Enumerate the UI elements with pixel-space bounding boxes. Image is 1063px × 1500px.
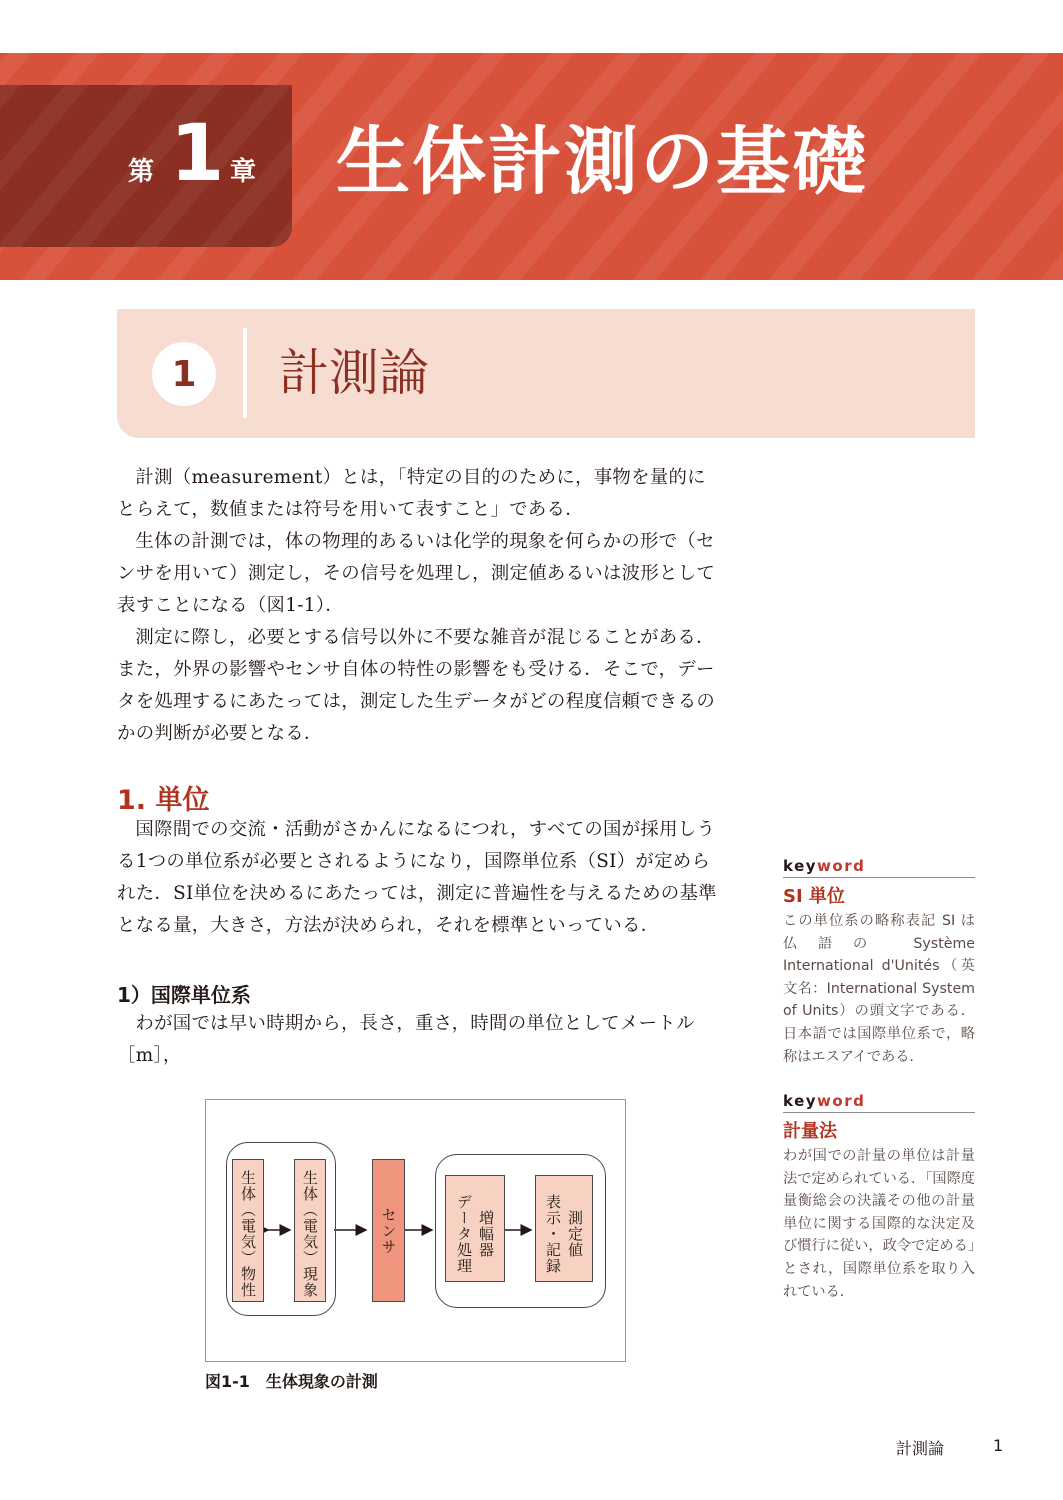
paragraph-2: 生体の計測では，体の物理的あるいは化学的現象を何らかの形で（センサを用いて）測定し，その信号を処理し，測定値あるいは波形として表すことになる（図1-1）． xyxy=(117,531,716,616)
chapter-prefix: 第 xyxy=(128,157,155,187)
box-body-property: 生体（電気）物性 xyxy=(232,1159,264,1302)
paragraph-3: 測定に際し，必要とする信号以外に不要な雑音が混じることがある．また，外界の影響やセンサ自体の特性の影響をも受ける．そこで，データを処理するにあたっては，測定した生データがどの程度信頼できるのかの判断が必要となる． xyxy=(117,627,716,744)
keyword-measurement-law xyxy=(783,1092,975,1303)
chapter-label-box xyxy=(0,85,292,247)
chapter-suffix: 章 xyxy=(230,157,257,187)
paragraph-si: わが国では早い時期から，長さ，重さ，時間の単位としてメートル［m］， xyxy=(117,1013,695,1066)
keyword-si-unit xyxy=(783,857,975,1068)
figure-1-1 xyxy=(205,1099,626,1362)
keyword-description: わが国での計量の単位は計量法で定められている．「国際度量衡総会の決議その他の計量単位に関する国際的な決定及び慣行に従い，政令で定める」とされ，国際単位系を取り入れている． xyxy=(783,1148,975,1300)
box-display: 表示・記録 測定値 xyxy=(535,1175,593,1282)
section-header xyxy=(117,309,975,438)
section-divider xyxy=(243,328,247,418)
chapter-title: 生体計測の基礎 xyxy=(336,119,868,205)
heading-units: 1. 単位 xyxy=(117,785,210,816)
chapter-banner xyxy=(0,53,1063,280)
paragraph-units: 国際間での交流・活動がさかんになるにつれ，すべての国が採用しうる1つの単位系が必要とされるようになり，国際単位系（SI）が定められた．SI単位を決めるにあたっては，測定に普遍性を与えるための基準となる量，大きさ，方法が決められ，それを標準といっている． xyxy=(117,819,717,936)
box-sensor: センサ xyxy=(372,1159,405,1302)
keyword-term: SI 単位 xyxy=(783,886,845,907)
keyword-description: この単位系の略称表記 SI は仏語の Système International d'Unités（英文名：International System of Units）の頭文字である．日本語では国際単位系で，略称はエスアイである． xyxy=(783,913,975,1065)
heading-si: 1）国際単位系 xyxy=(117,983,251,1007)
figure-caption: 図1-1 生体現象の計測 xyxy=(205,1372,378,1391)
keyword-term: 計量法 xyxy=(783,1121,837,1142)
keyword-label: keyword xyxy=(783,1092,975,1113)
box-body-phenomenon: 生体（電気）現象 xyxy=(294,1159,326,1302)
section-number: 1 xyxy=(152,342,216,406)
paragraph-1: 計測（measurement）とは，「特定の目的のために，事物を量的にとらえて，数値または符号を用いて表すこと」である． xyxy=(117,467,706,520)
section-title: 計測論 xyxy=(279,344,429,402)
running-footer-title: 計測論 xyxy=(896,1439,945,1458)
keyword-label: keyword xyxy=(783,857,975,878)
page-number: 1 xyxy=(993,1436,1004,1455)
box-amplifier: データ処理 増幅器 xyxy=(445,1175,505,1282)
chapter-number: 1 xyxy=(170,109,225,199)
